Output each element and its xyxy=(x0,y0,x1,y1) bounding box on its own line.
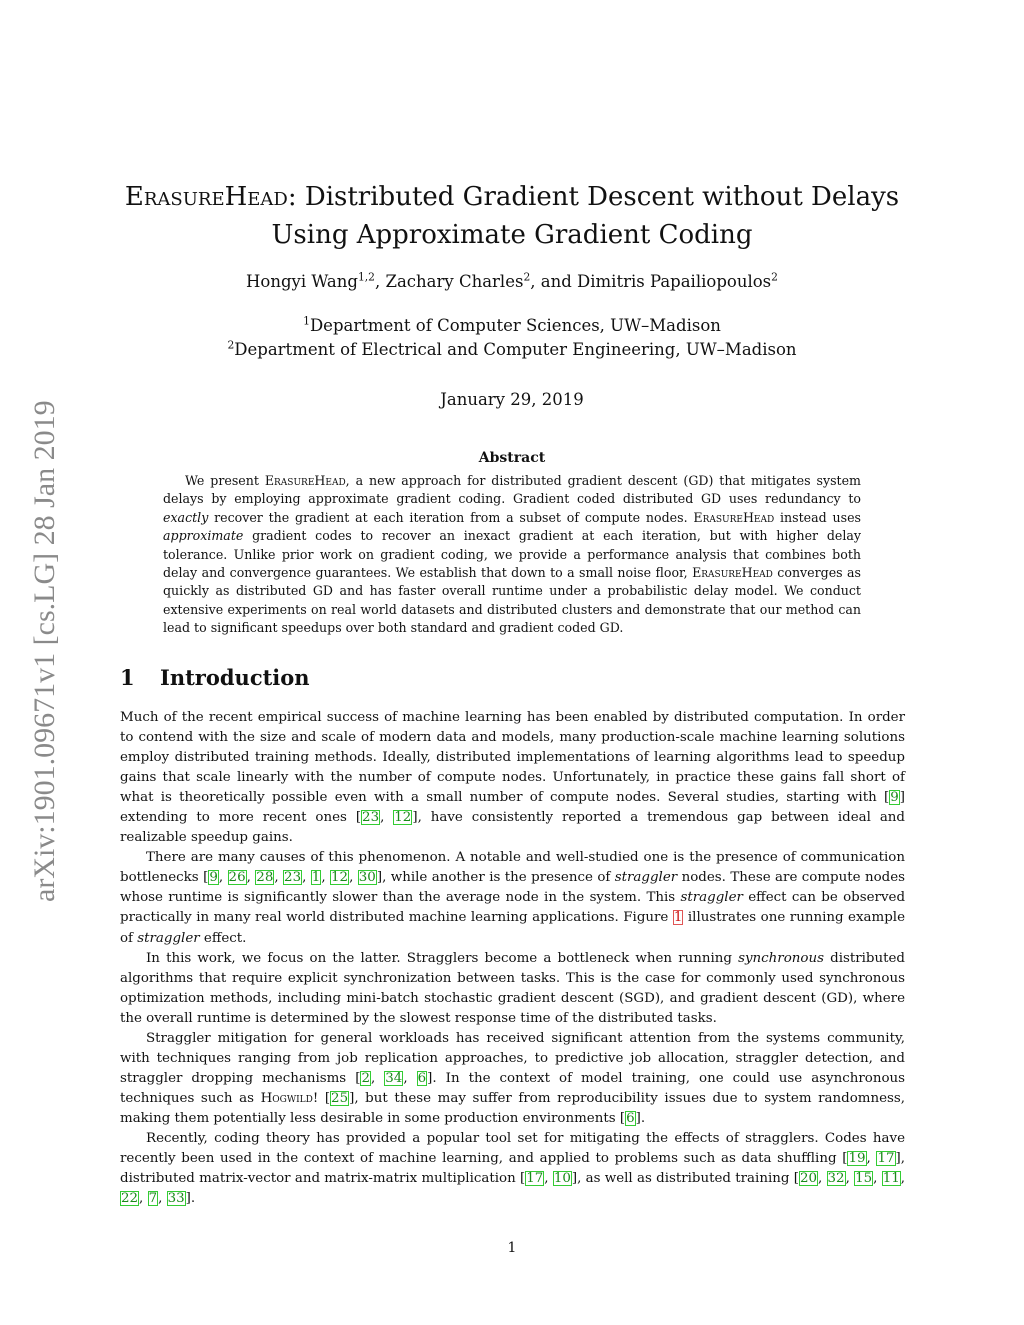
affiliation-1-text: Department of Computer Sciences, UW–Madison xyxy=(309,316,721,335)
citation-link[interactable]: 22 xyxy=(121,1191,139,1207)
citation-link[interactable]: 2 xyxy=(361,1070,370,1086)
intro-paragraph-3: In this work, we focus on the latter. Stragglers become a bottleneck when running synchronous distributed algorithms that require explicit synchronization between tasks. This is the case for commonly used synchronous optimization methods, including mini-batch stochastic gradient descent (SGD), and gradient descent (GD), where the overall runtime is determined by the slowest response time of the distributed tasks. xyxy=(120,950,905,1026)
author-1-affil: 1,2 xyxy=(357,270,375,284)
section-title: Introduction xyxy=(160,665,310,690)
citation-link[interactable]: 9 xyxy=(890,790,899,806)
citation-link[interactable]: 15 xyxy=(855,1171,873,1187)
citation-link[interactable]: 6 xyxy=(417,1070,427,1086)
affiliations xyxy=(120,314,904,362)
citation-link[interactable]: 9 xyxy=(209,870,218,886)
method-name: ErasureHead xyxy=(692,565,773,581)
section-heading-introduction xyxy=(120,665,310,690)
author-2-affil: 2 xyxy=(523,270,531,284)
affiliation-2-marker: 2 xyxy=(227,338,235,352)
citation-link[interactable]: 30 xyxy=(358,870,376,886)
citation-link[interactable]: 7 xyxy=(148,1191,158,1207)
hogwild-name: Hogwild xyxy=(260,1090,313,1106)
author-list xyxy=(120,272,904,291)
intro-paragraph-1: Much of the recent empirical success of machine learning has been enabled by distributed computation. In order to contend with the size and scale of modern data and models, many production-scale machine learning solutions employ distributed training methods. Ideally, distributed implementations of learning algorithms lead to speedup gains that scale linearly with the number of compute nodes. Unfortunately, in practice these gains fall short of what is theoretically possible even with a small number of compute nodes. Several studies, starting with [9] extending to more recent ones [23, 12], have consistently reported a tremendous gap between ideal and realizable speedup gains. xyxy=(120,710,905,846)
author-3: , and Dimitris Papailiopoulos xyxy=(530,272,772,291)
title-line-1-rest: : Distributed Gradient Descent without Delays xyxy=(287,182,900,212)
figure-reference-link[interactable]: 1 xyxy=(673,910,683,926)
intro-paragraph-2: There are many causes of this phenomenon. A notable and well-studied one is the presence of communication bottlenecks [9, 26, 28, 23, 1, 12, 30], while another is the presence of straggler nodes. These are compute nodes whose runtime is significantly slower than the average node in the system. This straggler effect can be observed practically in many real world distributed machine learning applications. Figure 1 illustrates one running example of straggler effect. xyxy=(120,850,906,946)
citation-link[interactable]: 23 xyxy=(362,810,380,826)
method-name: ErasureHead xyxy=(264,473,346,488)
affiliation-2 xyxy=(120,338,904,362)
page-number: 1 xyxy=(507,1240,517,1256)
citation-link[interactable]: 10 xyxy=(553,1171,571,1187)
citation-link[interactable]: 17 xyxy=(526,1171,544,1187)
section-number: 1 xyxy=(120,665,135,690)
title-line-1 xyxy=(120,178,904,216)
citation-link[interactable]: 12 xyxy=(331,870,349,886)
citation-link[interactable]: 23 xyxy=(284,870,302,886)
citation-link[interactable]: 6 xyxy=(626,1110,635,1126)
paper-title xyxy=(120,178,904,254)
affiliation-1 xyxy=(120,314,904,338)
affiliation-2-text: Department of Electrical and Computer Engineering, UW–Madison xyxy=(234,340,797,359)
intro-paragraph-4: Straggler mitigation for general workloads has received significant attention from the systems community, with techniques ranging from job replication approaches, to predictive job allocation, straggler detection, and straggler dropping mechanisms [2, 34, 6]. In the context of model training, one could use asynchronous techniques such as Hogwild! [25], but these may suffer from reproducibility issues due to system randomness, making them potentially less desirable in some production environments [6]. xyxy=(120,1030,906,1126)
method-name: ErasureHead xyxy=(693,509,775,525)
citation-link[interactable]: 34 xyxy=(385,1070,403,1086)
abstract-body xyxy=(163,472,861,638)
citation-link[interactable]: 20 xyxy=(799,1171,817,1187)
method-name: ErasureHead xyxy=(124,182,288,212)
abstract-heading: Abstract xyxy=(478,450,546,466)
abstract-paragraph: We present ErasureHead, a new approach for distributed gradient descent (GD) that mitigates system delays by employing approximate gradient coding. Gradient coded distributed GD uses redundancy to exactly recover the gradient at each iteration from a subset of compute nodes. ErasureHead instead uses approximate gradient codes to recover an inexact gradient at each iteration, but with higher delay tolerance. Unlike prior work on gradient coding, we provide a performance analysis that combines both delay and convergence guarantees. We establish that down to a small noise floor, ErasureHead converges as quickly as distributed GD and has faster overall runtime under a probabilistic delay model. We conduct extensive experiments on real world datasets and distributed clusters and demonstrate that our method can lead to significant speedups over both standard and gradient coded GD. xyxy=(163,473,861,636)
citation-link[interactable]: 19 xyxy=(848,1151,866,1167)
citation-link[interactable]: 25 xyxy=(331,1090,349,1106)
intro-paragraph-5: Recently, coding theory has provided a popular tool set for mitigating the effects of stragglers. Codes have recently been used in the context of machine learning, and applied to problems such as data shuffling [19, 17], distributed matrix-vector and matrix-matrix multiplication [17, 10], as well as distributed training [20, 32, 15, 11, 22, 7, 33]. xyxy=(120,1130,906,1207)
citation-link[interactable]: 17 xyxy=(877,1151,895,1167)
citation-link[interactable]: 26 xyxy=(228,870,246,886)
arxiv-identifier-stamp: arXiv:1901.09671v1 [cs.LG] 28 Jan 2019 xyxy=(28,400,61,902)
author-3-affil: 2 xyxy=(771,270,778,284)
citation-link[interactable]: 12 xyxy=(394,810,412,826)
citation-link[interactable]: 32 xyxy=(827,1171,845,1187)
citation-link[interactable]: 28 xyxy=(256,870,274,886)
citation-link[interactable]: 11 xyxy=(882,1171,900,1187)
publication-date: January 29, 2019 xyxy=(440,390,584,409)
introduction-body xyxy=(120,708,905,1209)
affiliation-1-marker: 1 xyxy=(303,314,310,328)
author-2: , Zachary Charles xyxy=(375,272,524,291)
citation-link[interactable]: 1 xyxy=(311,870,321,886)
title-line-2: Using Approximate Gradient Coding xyxy=(271,220,753,250)
author-1: Hongyi Wang xyxy=(246,272,358,291)
citation-link[interactable]: 33 xyxy=(167,1191,185,1207)
